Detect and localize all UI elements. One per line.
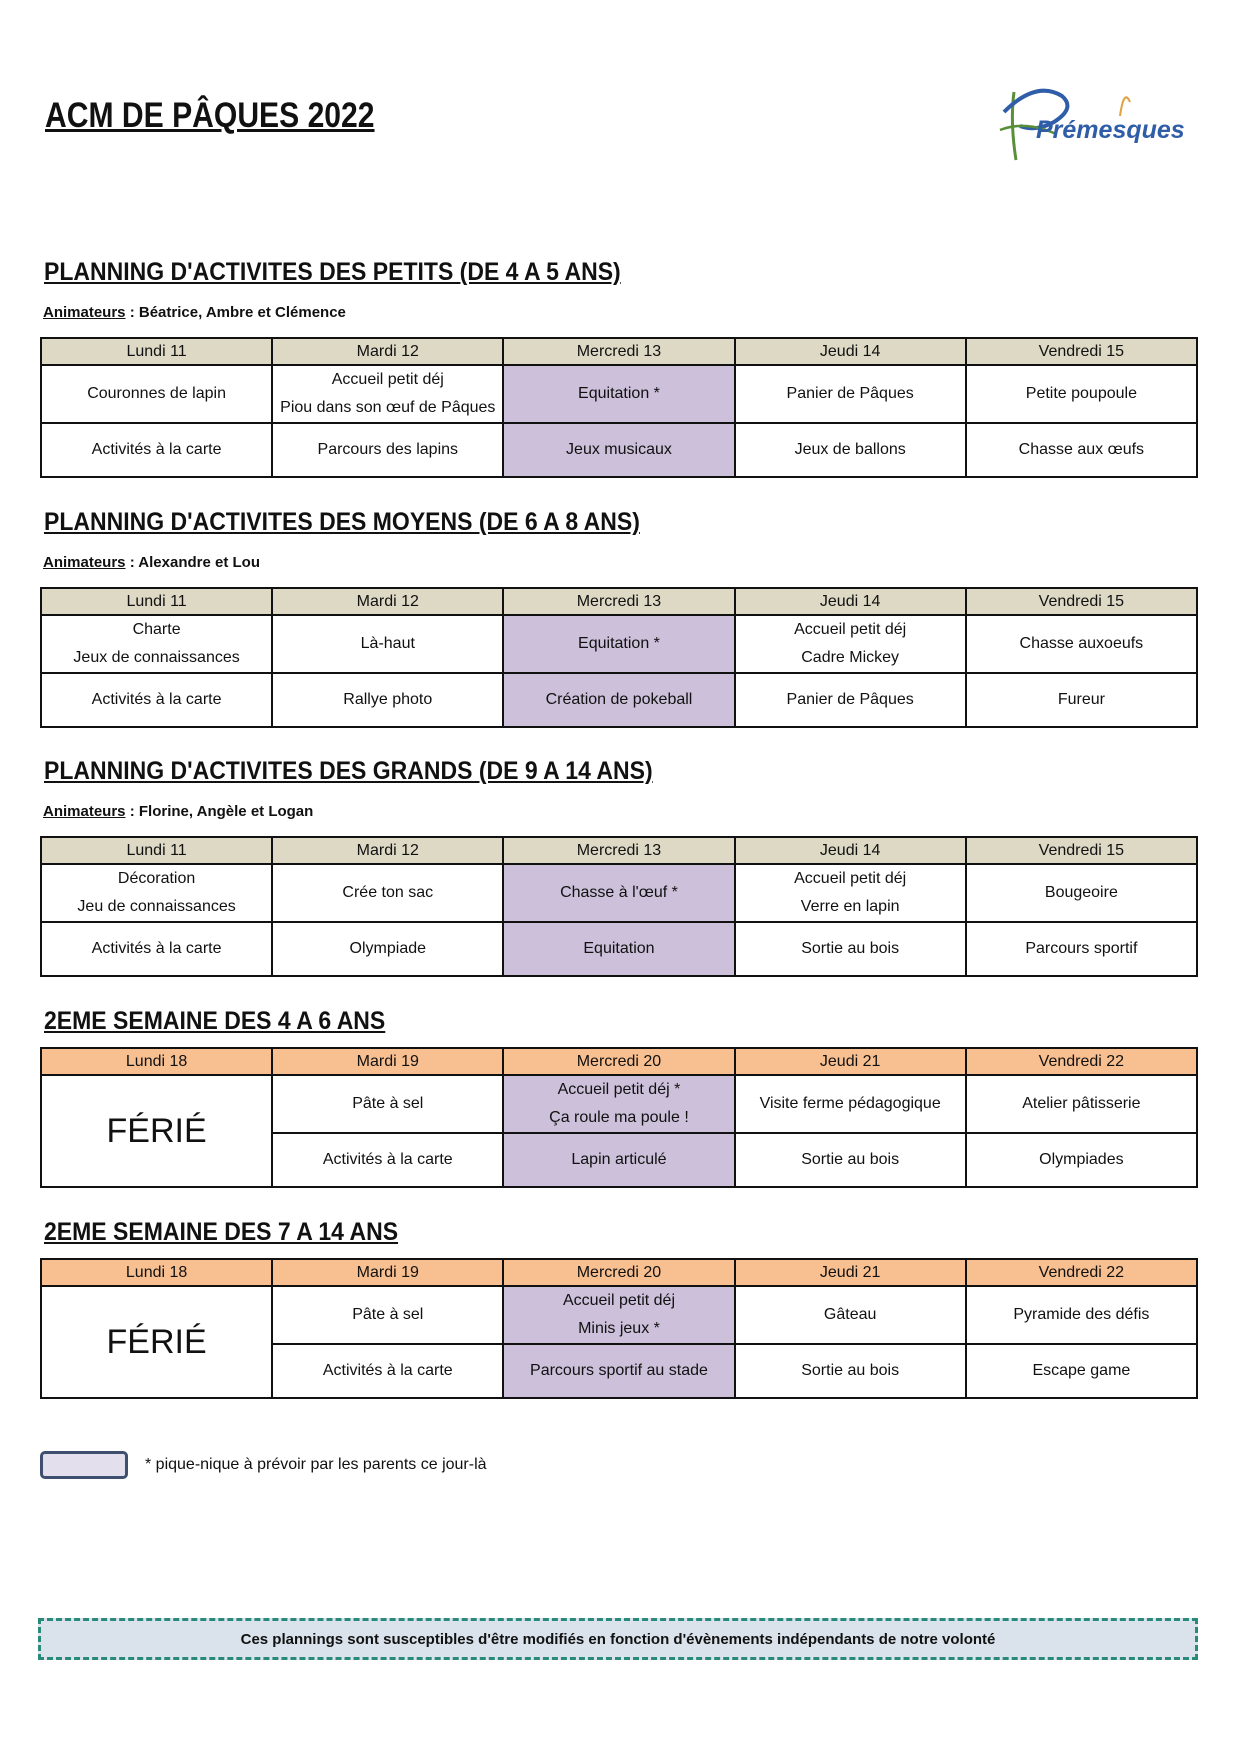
activity-text: Décoration — [117, 870, 196, 887]
day-header: Vendredi 15 — [966, 338, 1197, 365]
svg-text:Prémesques: Prémesques — [1036, 116, 1185, 144]
activity-cell-picnic: Création de pokeball — [503, 673, 734, 727]
day-header: Mardi 12 — [272, 837, 503, 864]
legend-text: * pique-nique à prévoir par les parents ce jour-là — [145, 1456, 487, 1473]
activity-text: Pâte à sel — [352, 1306, 424, 1323]
section-title-semaine2-7-14: 2EME SEMAINE DES 7 A 14 ANS — [44, 1218, 399, 1246]
activity-cell: Sortie au bois — [735, 1133, 966, 1187]
activity-cell: Olympiades — [966, 1133, 1197, 1187]
activity-text: Accueil petit déj — [331, 371, 444, 388]
activity-text: Panier de Pâques — [786, 385, 914, 402]
ferie-cell: FÉRIÉ — [41, 1075, 272, 1187]
activity-text: Atelier pâtisserie — [1022, 1095, 1141, 1112]
activity-cell — [41, 864, 272, 922]
planning-table-grands — [40, 836, 1198, 977]
activity-cell: Olympiade — [272, 922, 503, 976]
day-header: Vendredi 22 — [966, 1048, 1197, 1075]
activity-cell: Activités à la carte — [41, 423, 272, 477]
activity-cell-picnic — [503, 1075, 734, 1133]
day-header: Jeudi 21 — [735, 1048, 966, 1075]
activity-cell-picnic: Parcours sportif au stade — [503, 1344, 734, 1398]
activity-cell — [735, 864, 966, 922]
animateurs-grands — [43, 803, 313, 820]
day-header: Vendredi 22 — [966, 1259, 1197, 1286]
day-header: Jeudi 14 — [735, 588, 966, 615]
animateurs-names: : Béatrice, Ambre et Clémence — [125, 304, 346, 321]
activity-cell — [41, 615, 272, 673]
table-row — [41, 673, 1197, 727]
activity-cell-picnic: Jeux musicaux — [503, 423, 734, 477]
activity-cell-picnic — [503, 864, 734, 922]
activity-cell: Parcours sportif — [966, 922, 1197, 976]
activity-text: Equitation * — [578, 385, 660, 402]
table-row — [41, 365, 1197, 423]
activity-cell: Chasse aux œufs — [966, 423, 1197, 477]
animateurs-label: Animateurs — [43, 304, 126, 321]
activity-cell: Panier de Pâques — [735, 673, 966, 727]
activity-cell: Jeux de ballons — [735, 423, 966, 477]
table-header-row — [41, 588, 1197, 615]
activity-text: Pyramide des défis — [1013, 1306, 1150, 1323]
section-title-moyens: PLANNING D'ACTIVITES DES MOYENS (DE 6 A 8 ANS) — [44, 508, 640, 536]
day-header: Mardi 19 — [272, 1048, 503, 1075]
planning-table-semaine2-7-14 — [40, 1258, 1198, 1399]
animateurs-label: Animateurs — [43, 554, 126, 571]
activity-cell: Sortie au bois — [735, 1344, 966, 1398]
activity-cell — [966, 1286, 1197, 1344]
day-header: Mardi 19 — [272, 1259, 503, 1286]
animateurs-names: : Alexandre et Lou — [125, 554, 260, 571]
activity-cell — [272, 365, 503, 423]
table-row — [41, 864, 1197, 922]
activity-text: Piou dans son œuf de Pâques — [280, 399, 496, 416]
activity-text: Jeu de connaissances — [77, 898, 236, 915]
premesques-logo — [996, 82, 1185, 172]
day-header: Vendredi 15 — [966, 588, 1197, 615]
activity-text: Equitation * — [578, 635, 660, 652]
activity-text: Cadre Mickey — [801, 649, 900, 666]
activity-text: Pâte à sel — [352, 1095, 424, 1112]
day-header: Mercredi 13 — [503, 837, 734, 864]
day-header: Vendredi 15 — [966, 837, 1197, 864]
day-header: Lundi 18 — [41, 1259, 272, 1286]
activity-text: Gâteau — [823, 1306, 877, 1323]
day-header: Mercredi 20 — [503, 1259, 734, 1286]
activity-cell — [272, 615, 503, 673]
activity-text: Jeux de connaissances — [73, 649, 240, 666]
table-row — [41, 423, 1197, 477]
activity-text: Accueil petit déj — [562, 1292, 675, 1309]
activity-text: Là-haut — [360, 635, 415, 652]
page-title: ACM DE PÂQUES 2022 — [45, 96, 375, 135]
activity-text: Chasse auxoeufs — [1019, 635, 1144, 652]
legend-swatch — [40, 1451, 128, 1479]
activity-cell: Activités à la carte — [41, 922, 272, 976]
table-row — [41, 922, 1197, 976]
animateurs-moyens — [43, 554, 260, 571]
activity-cell-picnic: Lapin articulé — [503, 1133, 734, 1187]
day-header: Jeudi 14 — [735, 338, 966, 365]
activity-text: Petite poupoule — [1025, 385, 1137, 402]
day-header: Mercredi 13 — [503, 588, 734, 615]
activity-cell — [272, 864, 503, 922]
activity-cell — [966, 864, 1197, 922]
planning-table-petits — [40, 337, 1198, 478]
activity-cell — [966, 365, 1197, 423]
activity-text: Chasse à l'œuf * — [560, 884, 678, 901]
activity-text: Minis jeux * — [578, 1320, 660, 1337]
activity-cell — [966, 1075, 1197, 1133]
activity-text: Verre en lapin — [800, 898, 900, 915]
day-header: Mercredi 13 — [503, 338, 734, 365]
activity-cell — [735, 615, 966, 673]
activity-text: Crée ton sac — [342, 884, 434, 901]
section-title-petits: PLANNING D'ACTIVITES DES PETITS (DE 4 A 5 ANS) — [44, 258, 621, 286]
table-row — [41, 615, 1197, 673]
activity-cell: Escape game — [966, 1344, 1197, 1398]
day-header: Lundi 11 — [41, 588, 272, 615]
table-header-row — [41, 1048, 1197, 1075]
table-row — [41, 1075, 1197, 1133]
activity-cell: Parcours des lapins — [272, 423, 503, 477]
animateurs-label: Animateurs — [43, 803, 126, 820]
day-header: Mardi 12 — [272, 338, 503, 365]
activity-cell: Fureur — [966, 673, 1197, 727]
day-header: Mardi 12 — [272, 588, 503, 615]
activity-cell-picnic — [503, 365, 734, 423]
planning-table-semaine2-4-6 — [40, 1047, 1198, 1188]
activity-text: Visite ferme pédagogique — [759, 1095, 941, 1112]
table-header-row — [41, 1259, 1197, 1286]
day-header: Lundi 18 — [41, 1048, 272, 1075]
activity-cell-picnic — [503, 1286, 734, 1344]
animateurs-petits — [43, 304, 346, 321]
day-header: Mercredi 20 — [503, 1048, 734, 1075]
activity-text: Accueil petit déj — [794, 621, 907, 638]
activity-cell-picnic: Equitation — [503, 922, 734, 976]
planning-table-moyens — [40, 587, 1198, 728]
ferie-cell: FÉRIÉ — [41, 1286, 272, 1398]
activity-text: Ça roule ma poule ! — [549, 1109, 689, 1126]
activity-cell: Rallye photo — [272, 673, 503, 727]
activity-cell — [966, 615, 1197, 673]
table-header-row — [41, 338, 1197, 365]
activity-text: Couronnes de lapin — [87, 385, 226, 402]
activity-text: Accueil petit déj * — [557, 1081, 681, 1098]
activity-cell — [272, 1075, 503, 1133]
day-header: Lundi 11 — [41, 338, 272, 365]
footer-text: Ces plannings sont susceptibles d'être modifiés en fonction d'évènements indépendants de notre volonté — [240, 1630, 996, 1648]
activity-cell: Activités à la carte — [272, 1133, 503, 1187]
activity-cell: Activités à la carte — [41, 673, 272, 727]
day-header: Lundi 11 — [41, 837, 272, 864]
activity-cell — [735, 365, 966, 423]
activity-cell: Sortie au bois — [735, 922, 966, 976]
activity-cell — [735, 1075, 966, 1133]
section-title-grands: PLANNING D'ACTIVITES DES GRANDS (DE 9 A 14 ANS) — [44, 757, 653, 785]
animateurs-names: : Florine, Angèle et Logan — [125, 803, 314, 820]
activity-text: Charte — [132, 621, 181, 638]
activity-cell — [272, 1286, 503, 1344]
section-title-semaine2-4-6: 2EME SEMAINE DES 4 A 6 ANS — [44, 1007, 386, 1035]
activity-cell — [41, 365, 272, 423]
table-row — [41, 1286, 1197, 1344]
table-header-row — [41, 837, 1197, 864]
activity-cell-picnic — [503, 615, 734, 673]
activity-cell: Activités à la carte — [272, 1344, 503, 1398]
footer-notice — [38, 1618, 1198, 1660]
activity-text: Accueil petit déj — [794, 870, 907, 887]
activity-text: Bougeoire — [1044, 884, 1118, 901]
day-header: Jeudi 14 — [735, 837, 966, 864]
activity-cell — [735, 1286, 966, 1344]
day-header: Jeudi 21 — [735, 1259, 966, 1286]
